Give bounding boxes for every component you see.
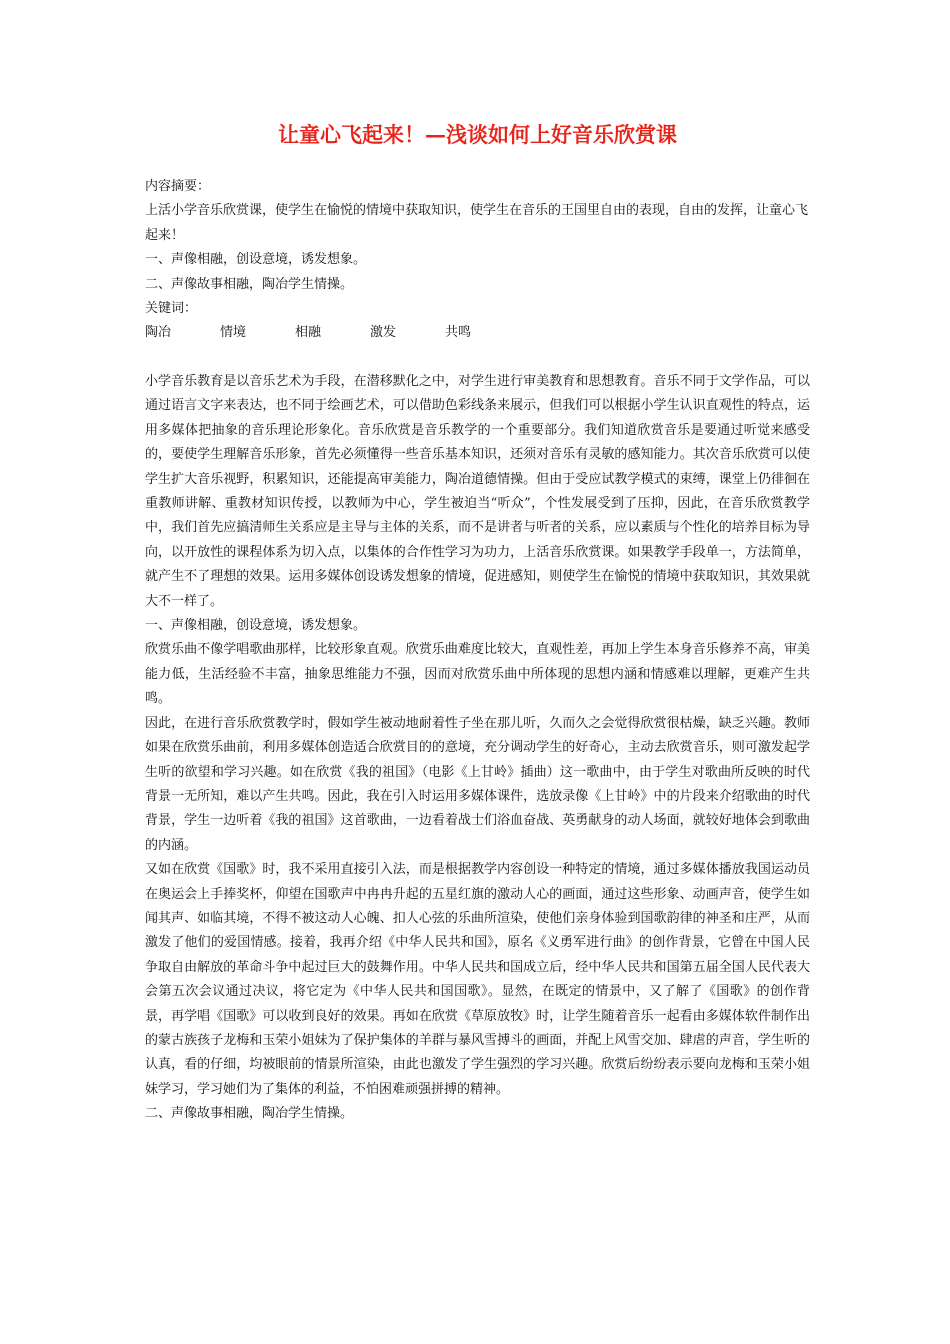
- paragraph: 欣赏乐曲不像学唱歌曲那样，比较形象直观。欣赏乐曲难度比较大，直观性差，再加上学生本身音乐修养不高，审美能力低，生活经验不丰富，抽象思维能力不强，因而对欣赏乐曲中所体现的思想内涵和情感难以理解，更难产生共鸣。: [145, 642, 810, 707]
- keywords-list: [145, 321, 810, 345]
- section-heading: 二、声像故事相融，陶冶学生情操。: [145, 1106, 354, 1122]
- abstract-text: 上活小学音乐欣赏课，使学生在愉悦的情境中获取知识，使学生在音乐的王国里自由的表现，自由的发挥，让童心飞起来！: [145, 203, 809, 243]
- keyword: 陶冶: [145, 325, 172, 341]
- section-heading: 一、声像相融，创设意境，诱发想象。: [145, 618, 367, 634]
- abstract-point-2: 二、声像故事相融，陶冶学生情操。: [145, 276, 354, 292]
- abstract-section: [145, 175, 810, 346]
- keyword: 情境: [220, 325, 247, 341]
- paragraph: 小学音乐教育是以音乐艺术为手段，在潜移默化之中，对学生进行审美教育和思想教育。音乐不同于文学作品，可以通过语言文字来表达，也不同于绘画艺术，可以借助色彩线条来展示，但我们可以根据小学生认识直观性的特点，运用多媒体把抽象的音乐理论形象化。音乐欣赏是音乐教学的一个重要部分。我们知道欣赏音乐是要通过听觉来感受的，要使学生理解音乐形象，首先必须懂得一些音乐基本知识，还须对音乐有灵敏的感知能力。其次音乐欣赏可以使学生扩大音乐视野，积累知识，还能提高审美能力，陶冶道德情操。但由于受应试教学模式的束缚，课堂上仍徘徊在重教师讲解、重教材知识传授，以教师为中心，学生被迫当“听众”，个性发展受到了压抑，因此，在音乐欣赏教学中，我们首先应搞清师生关系应是主导与主体的关系，而不是讲者与听者的关系，应以素质与个性化的培养目标为导向，以开放性的课程体系为切入点，以集体的合作性学习为功力，上活音乐欣赏课。如果教学手段单一，方法简单，就产生不了理想的效果。运用多媒体创设诱发想象的情境，促进感知，则使学生在愉悦的情境中获取知识，其效果就大不一样了。: [145, 374, 810, 609]
- abstract-point-1: 一、声像相融，创设意境，诱发想象。: [145, 252, 367, 268]
- document-body: [145, 370, 810, 1127]
- keyword: 激发: [370, 325, 397, 341]
- paragraph: 又如在欣赏《国歌》时，我不采用直接引入法，而是根据教学内容创设一种特定的情境，通过多媒体播放我国运动员在奥运会上手捧奖杯，仰望在国歌声中冉冉升起的五星红旗的激动人心的画面，通过这些形象、动画声音，使学生如闻其声、如临其境，不得不被这动人心魄、扣人心弦的乐曲所渲染，使他们亲身体验到国歌韵律的神圣和庄严，从而激发了他们的爱国情感。接着，我再介绍《中华人民共和国》，原名《义勇军进行曲》的创作背景，它曾在中国人民争取自由解放的革命斗争中起过巨大的鼓舞作用。中华人民共和国成立后，经中华人民共和国第五届全国人民代表大会第五次会议通过决议，将它定为《中华人民共和国国歌》。显然，在既定的情景中，又了解了《国歌》的创作背景，再学唱《国歌》可以收到良好的效果。再如在欣赏《草原放牧》时，让学生随着音乐一起看由多媒体软件制作出的蒙古族孩子龙梅和玉荣小姐妹为了保护集体的羊群与暴风雪搏斗的画面，并配上风雪交加、肆虐的声音，学生听的认真，看的仔细，均被眼前的情景所渲染，由此也激发了学生强烈的学习兴趣。欣赏后纷纷表示要向龙梅和玉荣小姐妹学习，学习她们为了集体的利益，不怕困难顽强拼搏的精神。: [145, 862, 810, 1097]
- keywords-label: 关键词：: [145, 301, 198, 317]
- abstract-label: 内容摘要：: [145, 179, 211, 194]
- document-title: 让童心飞起来！—浅谈如何上好音乐欣赏课: [278, 122, 677, 147]
- keyword: 相融: [295, 325, 322, 341]
- paragraph: 因此，在进行音乐欣赏教学时，假如学生被动地耐着性子坐在那儿听，久而久之会觉得欣赏很枯燥，缺乏兴趣。教师如果在欣赏乐曲前，利用多媒体创造适合欣赏目的的意境，充分调动学生的好奇心，主动去欣赏音乐，则可激发起学生听的欲望和学习兴趣。如在欣赏《我的祖国》（电影《上甘岭》插曲）这一歌曲中，由于学生对歌曲所反映的时代背景一无所知，难以产生共鸣。因此，我在引入时运用多媒体课件，选放录像《上甘岭》中的片段来介绍歌曲的时代背景，学生一边听着《我的祖国》这首歌曲，一边看着战士们浴血奋战、英勇献身的动人场面，就较好地体会到歌曲的内涵。: [145, 715, 810, 853]
- keyword: 共鸣: [445, 325, 472, 341]
